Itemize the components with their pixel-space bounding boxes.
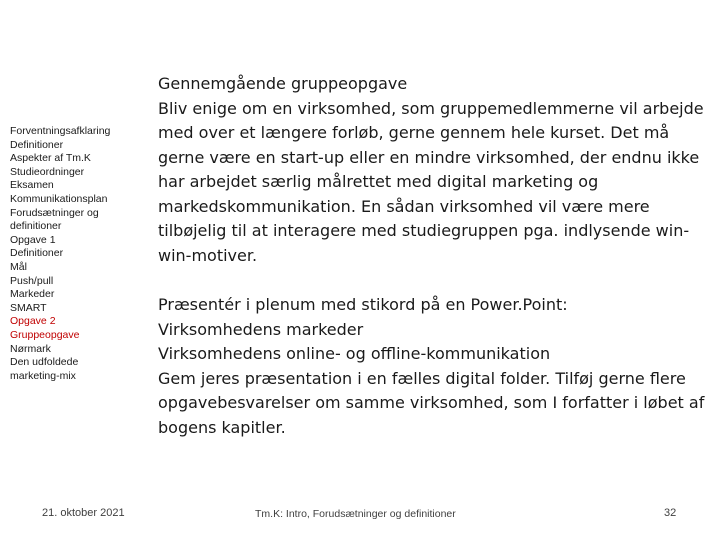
sidebar-item-markeder[interactable]: Markeder: [10, 288, 55, 301]
sidebar-item-kommunikationsplan[interactable]: Kommunikationsplan: [10, 192, 108, 205]
bullet-markets: Virksomhedens markeder: [158, 319, 364, 339]
sidebar-item-gruppeopgave[interactable]: Gruppeopgave: [10, 328, 80, 341]
sidebar-item-opgave-2[interactable]: Opgave 2: [10, 315, 56, 328]
sidebar-item-forudsaetninger[interactable]: Forudsætninger og definitioner: [10, 206, 99, 233]
footer-date: 21. oktober 2021: [42, 507, 125, 519]
sidebar-item-maal[interactable]: Mål: [10, 260, 27, 273]
sidebar-item-definitioner[interactable]: Definitioner: [10, 138, 64, 151]
footer-title: Tm.K: Intro, Forudsætninger og definitioner: [255, 508, 456, 520]
sidebar-outline: [10, 125, 150, 383]
sidebar-item-push-pull[interactable]: Push/pull: [10, 274, 54, 287]
sidebar-item-definitioner-2[interactable]: Definitioner: [10, 247, 64, 260]
slide-heading: Gennemgående gruppeopgave: [158, 74, 408, 93]
sidebar-item-opgave-1[interactable]: Opgave 1: [10, 233, 56, 246]
sidebar-item-forventningsafklaring[interactable]: Forventningsafklaring: [10, 125, 111, 137]
sidebar-item-marketing-mix[interactable]: Den udfoldede marketing-mix: [10, 356, 79, 382]
task-description: Bliv enige om en virksomhed, som gruppemedlemmerne vil arbejde med over et længere forløb, gerne gennem hele kurset. Det må gerne være en start-up eller en mindre virksomhed, der endnu ikke har arbejdet særlig målrettet med digital marketing og markedskommunikation. En sådan virksomhed vil være mere tilbøjelig til at interagere med studiegruppen pga. indlysende win-win-motiver.: [158, 98, 704, 265]
sidebar-item-smart[interactable]: SMART: [10, 301, 47, 314]
page-number: 32: [664, 507, 677, 519]
sidebar-item-aspekter[interactable]: Aspekter af Tm.K: [10, 152, 91, 165]
save-instruction: Gem jeres præsentation i en fælles digital folder. Tilføj gerne flere opgavebesvarelser om samme virksomhed, som I forfatter i løbet af bogens kapitler.: [158, 368, 705, 437]
sidebar-item-studieordninger[interactable]: Studieordninger: [10, 165, 85, 178]
slide-content: [158, 72, 714, 440]
sidebar-item-normark[interactable]: Nørmark: [10, 342, 51, 355]
presentation-instruction: Præsentér i plenum med stikord på en Power.Point:: [158, 295, 568, 314]
bullet-communication: Virksomhedens online- og offline-kommunikation: [158, 344, 551, 363]
sidebar-item-eksamen[interactable]: Eksamen: [10, 179, 54, 192]
